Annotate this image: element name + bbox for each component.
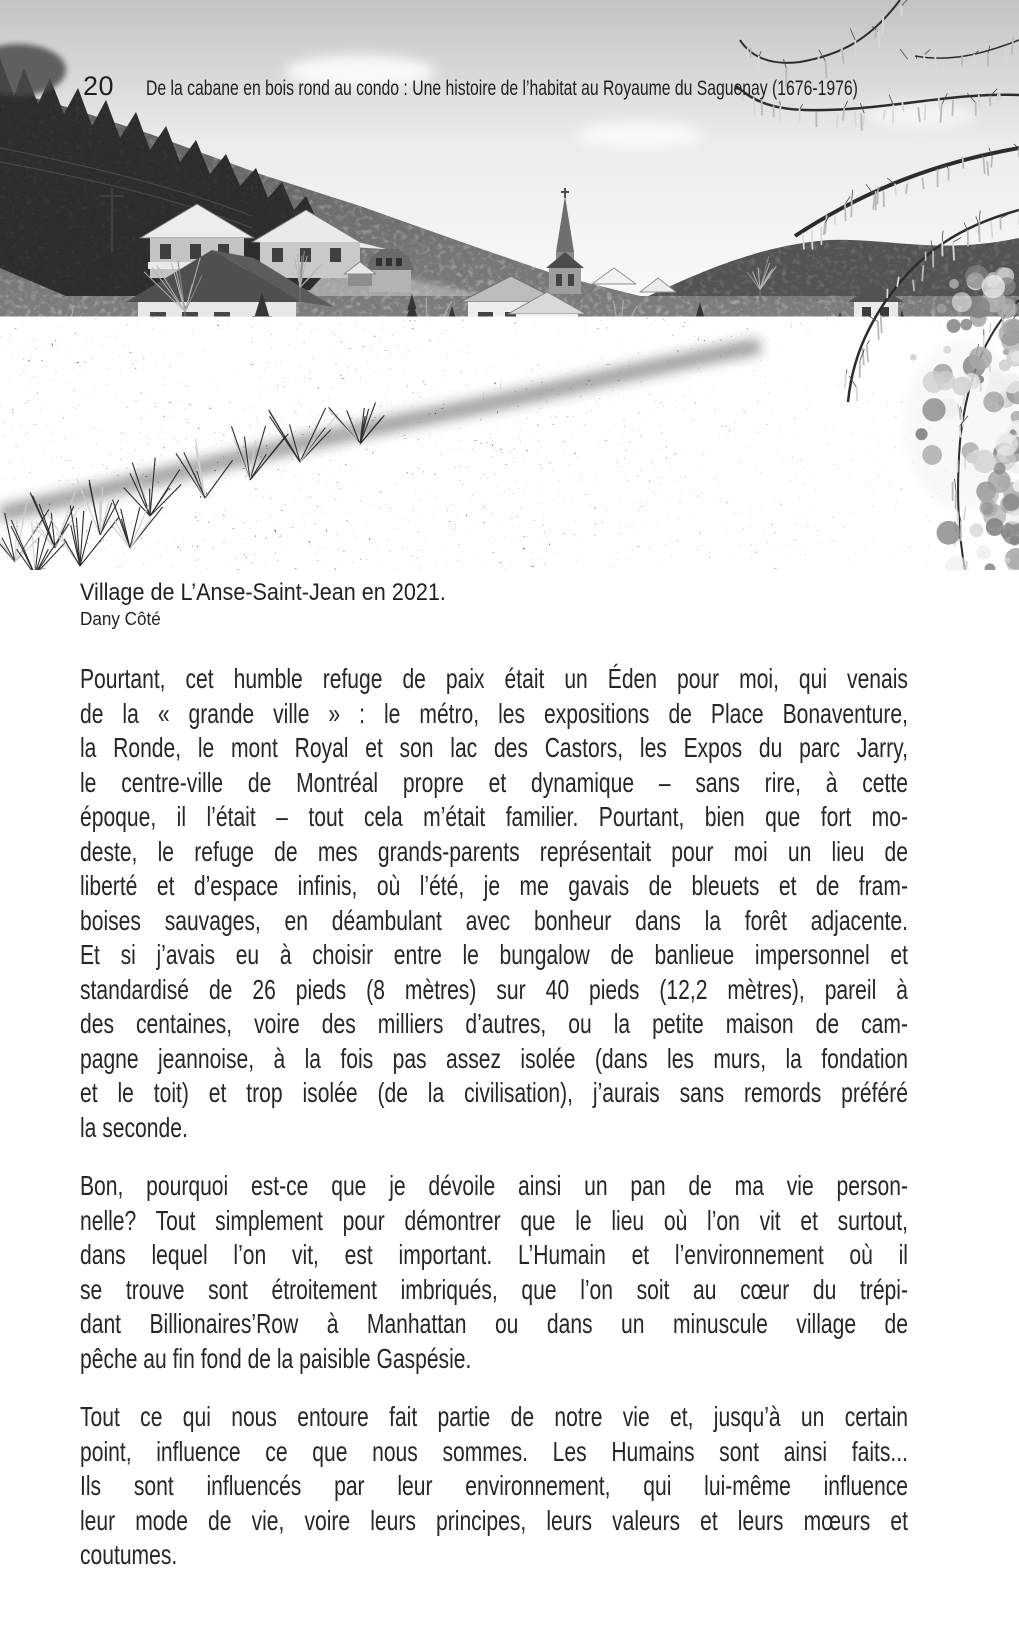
text-line: le centre-ville de Montréal propre et dynamique – sans rire, à cette [80, 766, 908, 798]
text-line: leur mode de vie, voire leurs principes, leurs valeurs et leurs mœurs et [80, 1504, 908, 1536]
body-text-column [80, 662, 908, 1573]
text-line: boises sauvages, en déambulant avec bonheur dans la forêt adjacente. [80, 904, 908, 936]
text-line: standardisé de 26 pieds (8 mètres) sur 40 pieds (12,2 mètres), pareil à [80, 973, 908, 1005]
text-line: des centaines, voire des milliers d’autres, ou la petite maison de cam- [80, 1008, 908, 1039]
text-line: la Ronde, le mont Royal et son lac des Castors, les Expos du parc Jarry, [80, 732, 908, 763]
text-line: dant Billionaires’Row à Manhattan ou dans un minuscule village de [80, 1308, 908, 1339]
church-body [549, 268, 581, 294]
text-line: Tout ce qui nous entoure fait partie de notre vie et, jusqu’à un certain [80, 1401, 908, 1432]
body-text [80, 662, 908, 1597]
text-line: de la « grande ville » : le métro, les expositions de Place Bonaventure, [80, 697, 908, 729]
text-line: liberté et d’espace infinis, où l’été, je me gavais de bleuets et de fram- [80, 870, 908, 901]
text-line: pêche au fin fond de la paisible Gaspésie. [80, 1342, 472, 1374]
text-line: la seconde. [80, 1111, 188, 1143]
text-line: nelle? Tout simplement pour démontrer que le lieu où l’on vit et surtout, [80, 1204, 908, 1236]
photo-credit: Dany Côté [80, 609, 161, 629]
text-line: Ils sont influencés par leur environnement, qui lui-même influence [80, 1470, 908, 1501]
page-number: 20 [83, 71, 115, 101]
text-line: se trouve sont étroitement imbriqués, que l’on soit au cœur du trépi- [80, 1273, 908, 1305]
paragraph [80, 1400, 908, 1573]
text-line: Pourtant, cet humble refuge de paix était un Éden pour moi, qui venais [80, 663, 908, 694]
gambrel-barn [366, 249, 414, 292]
text-line: époque, il l’était – tout cela m’était familier. Pourtant, bien que fort mo- [80, 801, 908, 832]
text-line: dans lequel l’on vit, est important. L’Humain et l’environnement où il [80, 1239, 908, 1270]
text-line: pagne jeannoise, à la fois pas assez isolée (dans les murs, la fondation [80, 1042, 908, 1074]
running-title: De la cabane en bois rond au condo : Une histoire de l’habitat au Royaume du Saguenay (1676-1976) [146, 77, 858, 100]
text-line: point, influence ce que nous sommes. Les Humains sont ainsi faits... [80, 1435, 908, 1467]
text-line: Et si j’avais eu à choisir entre le bungalow de banlieue impersonnel et [80, 939, 908, 970]
person [41, 349, 48, 371]
text-line: Bon, pourquoi est-ce que je dévoile ainsi un pan de ma vie person- [80, 1170, 908, 1201]
paragraph [80, 1169, 908, 1376]
photo-caption: Village de L’Anse-Saint-Jean en 2021. [80, 579, 446, 606]
paragraph [80, 662, 908, 1145]
text-line: deste, le refuge de mes grands-parents représentait pour moi un lieu de [80, 835, 908, 867]
text-line: et le toit) et trop isolée (de la civilisation), j’aurais sans remords préféré [80, 1077, 908, 1108]
text-line: coutumes. [80, 1539, 178, 1570]
